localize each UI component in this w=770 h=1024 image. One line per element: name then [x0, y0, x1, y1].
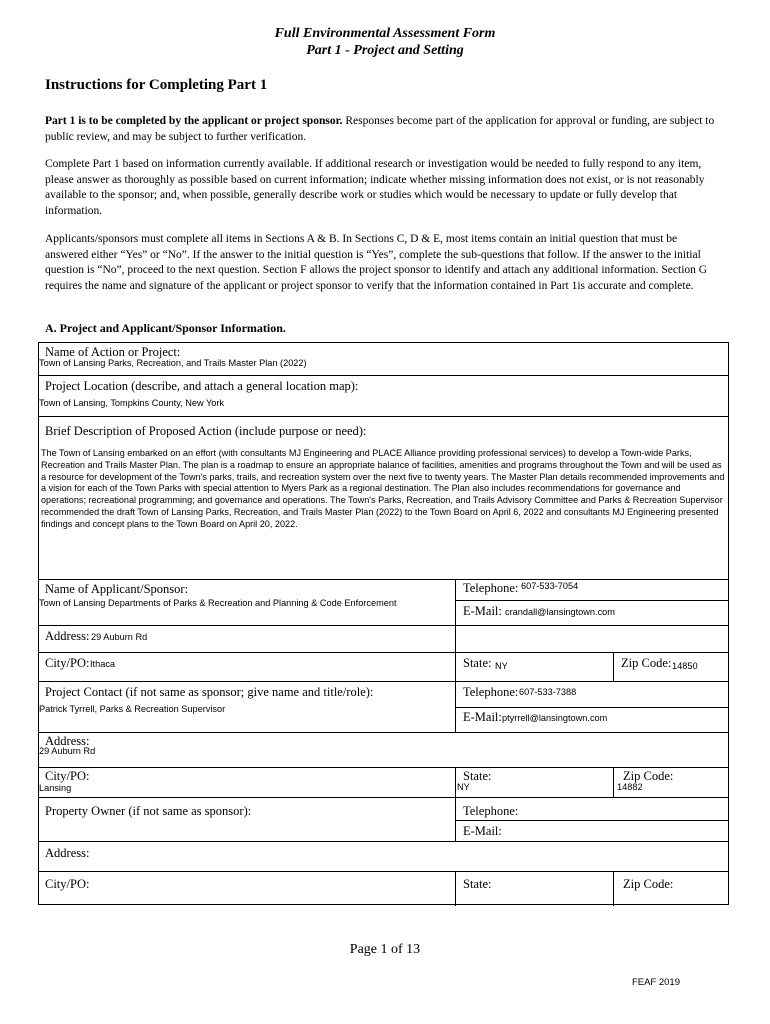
applicant-label: Name of Applicant/Sponsor: [45, 582, 189, 596]
project-info-form [38, 342, 729, 905]
telephone-label: Telephone: [463, 581, 519, 595]
contact-city-label: City/PO: [45, 769, 90, 783]
contact-email-field[interactable]: ptyrrell@lansingtown.com [502, 713, 608, 723]
email-label: E-Mail: [463, 604, 502, 618]
description-field[interactable]: The Town of Lansing embarked on an effort (with consultants MJ Engineering and PLACE Alliance providing professional services) to develop a Town-wide Parks, Recreation and Trails Master Plan. The plan is a roadmap to ensure an appropriate balance of facilities, amenities and programs throughout the Town and will be used as a resource for development of the Town’s parks, trails, and recreation system over the next five to twenty years. The Master Plan details recommended improvements and a vision for each of the Town Parks with special attention to Myers Park as a regional destination. The Plan also includes recommendations for governance and operations; recreational programming; and governance and operations. The Town's Parks, Recreation, and Trails Advisory Committee and Parks & Recreation Supervisor recommended the draft Town of Lansing Parks, Recreation, and Trails Master Plan (2022) to the Town Board on April 6, 2022 and consultants MJ Engineering presented findings and concept plans to the Town Board on April 20, 2022. [41, 448, 725, 529]
section-a-heading: A. Project and Applicant/Sponsor Information. [45, 321, 286, 335]
owner-email-label: E-Mail: [463, 824, 502, 838]
address-label: Address: [45, 629, 90, 643]
address-field[interactable]: 29 Auburn Rd [91, 632, 148, 642]
page-number: Page 1 of 13 [349, 942, 421, 957]
contact-zip-field[interactable]: 14882 [617, 782, 643, 792]
contact-telephone-label: Telephone: [463, 685, 519, 699]
contact-state-field[interactable]: NY [457, 782, 470, 792]
city-label: City/PO: [45, 656, 90, 670]
form-title: Full Environmental Assessment Form [274, 26, 496, 41]
contact-email-label: E-Mail: [463, 710, 502, 724]
instructions-paragraph-1 [45, 114, 721, 145]
owner-state-label: State: [463, 877, 492, 891]
contact-state-label: State: [463, 769, 492, 783]
owner-zip-label: Zip Code: [623, 877, 674, 891]
project-location-field[interactable]: Town of Lansing, Tompkins County, New York [39, 398, 225, 408]
state-label: State: [463, 656, 492, 670]
zip-field[interactable]: 14850 [672, 661, 698, 671]
description-label: Brief Description of Proposed Action (include purpose or need): [45, 424, 367, 438]
contact-address-label: Address: [45, 734, 90, 748]
owner-address-label: Address: [45, 846, 90, 860]
city-field[interactable]: Ithaca [90, 659, 116, 669]
applicant-field[interactable]: Town of Lansing Departments of Parks & Recreation and Planning & Code Enforcement [39, 598, 397, 608]
action-name-field[interactable]: Town of Lansing Parks, Recreation, and Trails Master Plan (2022) [39, 358, 307, 368]
owner-telephone-label: Telephone: [463, 804, 519, 818]
contact-telephone-field[interactable]: 607-533-7388 [519, 687, 577, 697]
contact-city-field[interactable]: Lansing [39, 783, 72, 793]
instructions-paragraph-2: Complete Part 1 based on information currently available. If additional research or investigation would be needed to fully respond to any item, please answer as thoroughly as possible based on current information; indicate whether missing information does not exist, or is not reasonably available to the sponsor; and, when possible, generally describe work or studies which would be necessary to update or fully develop that information. [45, 158, 705, 217]
project-location-label: Project Location (describe, and attach a general location map): [45, 379, 359, 393]
telephone-field[interactable]: 607-533-7054 [521, 581, 579, 591]
contact-zip-label: Zip Code: [623, 769, 674, 783]
instructions-heading: Instructions for Completing Part 1 [45, 77, 268, 93]
instructions-p1-rest: Responses become part of the application for approval or funding, are subject to public review, and may be subject to further verification. [45, 115, 715, 143]
instructions-p1-bold: Part 1 is to be completed by the applicant or project sponsor. [45, 115, 343, 127]
zip-label: Zip Code: [621, 656, 672, 670]
form-subtitle: Part 1 - Project and Setting [306, 43, 464, 58]
instructions-paragraph-3: Applicants/sponsors must complete all items in Sections A & B. In Sections C, D & E, most items contain an initial question that must be answered either “Yes” or “No”. If the answer to the initial question is “Yes”, complete the sub-questions that follow. If the answer to the initial question is “No”, proceed to the next question. Section F allows the project sponsor to identify and attach any additional information. Section G requires the name and signature of the applicant or project sponsor to verify that the information contained in Part 1is accurate and complete. [45, 233, 708, 292]
owner-label: Property Owner (if not same as sponsor): [45, 804, 252, 818]
contact-address-field[interactable]: 29 Auburn Rd [39, 746, 96, 756]
form-revision: FEAF 2019 [631, 977, 680, 988]
owner-city-label: City/PO: [45, 877, 90, 891]
state-field[interactable]: NY [495, 661, 508, 671]
contact-label: Project Contact (if not same as sponsor; give name and title/role): [45, 685, 374, 699]
contact-field[interactable]: Patrick Tyrrell, Parks & Recreation Supervisor [39, 704, 226, 714]
action-name-label: Name of Action or Project: [45, 345, 181, 359]
email-field[interactable]: crandall@lansingtown.com [505, 607, 615, 617]
